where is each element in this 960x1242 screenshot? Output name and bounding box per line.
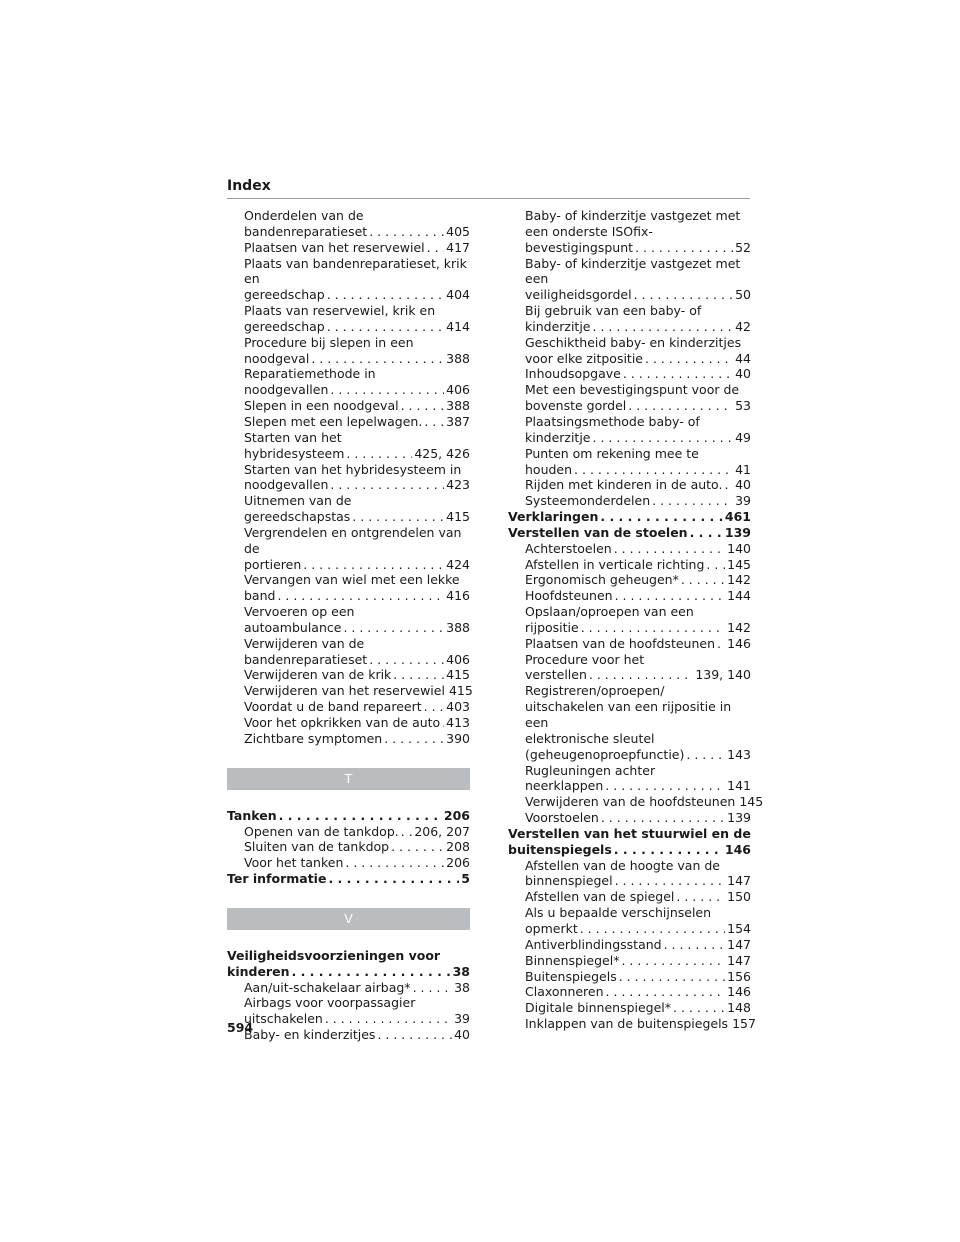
- index-entry-text: (geheugenoproepfunctie): [525, 746, 685, 762]
- index-entry-text: Achterstoelen: [525, 540, 612, 556]
- index-entry-page: 157: [732, 1016, 756, 1032]
- dot-leader: [330, 382, 444, 398]
- dot-leader: [645, 351, 733, 367]
- dot-leader: [581, 620, 725, 636]
- index-entry-text: Voor het opkrikken van de auto: [244, 715, 441, 730]
- index-entry: [508, 303, 751, 335]
- index-entry-text: bevestigingspunt: [525, 239, 634, 255]
- index-entry-text: bandenreparatieset: [244, 651, 368, 667]
- index-entry-text: Verwijderen van het reservewiel: [244, 683, 445, 699]
- index-entry-page: 413: [446, 715, 470, 730]
- index-entry: [508, 905, 751, 937]
- index-entry-text: hybridesysteem: [244, 445, 345, 461]
- dot-leader: [676, 889, 725, 905]
- index-entry: [227, 240, 470, 256]
- index-entry-text: Afstellen in verticale richting: [525, 556, 705, 572]
- index-entry-text: Binnenspiegel*: [525, 952, 620, 968]
- index-entry: [508, 794, 764, 810]
- index-entry: [508, 541, 751, 557]
- index-entry-text: Verstellen van het stuurwiel en de: [508, 825, 751, 841]
- index-entry-text: opmerkt: [525, 920, 578, 936]
- index-entry-text: Starten van het hybridesysteem in: [244, 461, 462, 477]
- dot-leader: [345, 855, 444, 871]
- index-entry-text: Verstellen van de stoelen: [508, 524, 688, 540]
- index-entry-page: 38: [452, 963, 470, 979]
- index-entry-text: Airbags voor voorpassagier: [244, 995, 416, 1011]
- index-entry: [508, 1016, 756, 1032]
- index-entry-text: noodgevallen: [244, 382, 329, 398]
- index-entry-text: Veiligheidsvoorzieningen voor: [227, 947, 441, 963]
- index-entry: [227, 980, 470, 996]
- index-entry-text: band: [244, 588, 276, 604]
- index-entry-page: 390: [446, 730, 470, 746]
- index-entry-text: Slepen in een noodgeval: [244, 398, 399, 414]
- index-entry: [508, 414, 751, 446]
- index-entry-text: Bij gebruik van een baby- of: [525, 303, 702, 319]
- index-entry-text: Claxonneren: [525, 984, 604, 1000]
- index-entry-text: Afstellen van de hoogte van de: [525, 857, 720, 873]
- dot-leader: [291, 964, 450, 980]
- index-entry-page: 206, 207: [414, 823, 470, 839]
- index-entry-text: Geschiktheid baby- en kinderzitjes: [525, 334, 742, 350]
- index-entry: [508, 572, 751, 588]
- index-entry-text: Openen van de tankdop.: [244, 823, 399, 839]
- index-entry-text: Inklappen van de buitenspiegels: [525, 1016, 729, 1032]
- index-entry-text: bandenreparatieset: [244, 223, 368, 239]
- index-entry: [227, 335, 470, 367]
- index-group: [227, 948, 470, 1043]
- index-entry: [227, 636, 470, 668]
- index-entry-page: 40: [735, 477, 751, 493]
- index-entry-page: 415: [446, 509, 470, 525]
- index-entry-text: uitschakelen van een rijpositie in een: [525, 699, 732, 730]
- dot-leader: [391, 839, 444, 855]
- index-entry-text: Vervoeren op een: [244, 604, 355, 620]
- index-entry-page: 144: [727, 588, 751, 604]
- index-entry: [508, 683, 751, 762]
- index-entry: [227, 995, 470, 1027]
- index-entry-page: 415: [446, 667, 470, 683]
- dot-leader: [605, 778, 725, 794]
- index-entry-text: Voordat u de band repareert: [244, 699, 422, 715]
- index-entry-text: Voor het tanken: [244, 855, 344, 871]
- dot-leader: [589, 667, 693, 683]
- index-entry-page: 405: [446, 223, 470, 239]
- index-entry: [508, 477, 751, 493]
- index-entry-page: 388: [446, 398, 470, 414]
- dot-leader: [369, 652, 444, 668]
- index-entry: [227, 948, 470, 980]
- index-entry-page: 146: [727, 635, 751, 651]
- index-entry-text: noodgeval: [244, 350, 310, 366]
- index-entry-page: 424: [446, 556, 470, 572]
- index-entry-text: Verwijderen van de krik: [244, 667, 392, 683]
- index-entry-text: Plaatsingsmethode baby- of: [525, 413, 700, 429]
- dot-leader: [686, 747, 725, 763]
- dot-leader: [277, 588, 444, 604]
- index-entry-page: 156: [727, 968, 751, 984]
- index-entry: [508, 763, 751, 795]
- index-entry-text: kinderzitje: [525, 429, 591, 445]
- index-entry: [508, 889, 751, 905]
- dot-leader: [623, 366, 733, 382]
- index-entry-text: gereedschap: [244, 318, 325, 334]
- index-entry-text: houden: [525, 461, 573, 477]
- index-entry-text: verstellen: [525, 667, 587, 683]
- index-entry-page: 41: [735, 461, 751, 477]
- index-entry: [227, 208, 470, 240]
- index-entry-text: uitschakelen: [244, 1011, 323, 1027]
- index-entry: [227, 366, 470, 398]
- index-entry-page: 139: [724, 524, 751, 540]
- index-entry-page: 143: [727, 746, 751, 762]
- index-entry-text: Baby- of kinderzitje vastgezet met een: [525, 255, 741, 287]
- index-entry-text: Voorstoelen: [525, 810, 599, 826]
- index-entry-text: Ter informatie: [227, 871, 327, 887]
- index-entry: [508, 1000, 751, 1016]
- index-entry: [508, 636, 751, 652]
- dot-leader: [706, 557, 725, 573]
- dot-leader: [621, 953, 725, 969]
- index-column-left: [227, 208, 473, 1043]
- index-group: [227, 808, 470, 887]
- dot-leader: [614, 842, 723, 858]
- index-entry: [508, 208, 751, 256]
- index-entry-page: 53: [735, 398, 751, 414]
- index-entry-text: Tanken: [227, 807, 277, 823]
- index-entry-page: 388: [446, 619, 470, 635]
- dot-leader: [442, 715, 444, 731]
- index-entry-page: 139: [727, 810, 751, 826]
- index-entry: [508, 937, 751, 953]
- index-entry-text: veiligheidsgordel: [525, 287, 632, 303]
- index-column-right: [508, 208, 764, 1032]
- index-entry-text: Verwijderen van de: [244, 635, 365, 651]
- index-entry: [227, 808, 470, 824]
- index-entry: [508, 588, 751, 604]
- index-entry: [227, 824, 470, 840]
- dot-leader: [601, 810, 725, 826]
- index-entry-text: Slepen met een lepelwagen.: [244, 413, 423, 429]
- index-entry-text: Punten om rekening mee te: [525, 445, 699, 461]
- index-entry: [227, 667, 470, 683]
- index-entry: [227, 430, 470, 462]
- index-entry-page: 141: [727, 778, 751, 794]
- index-entry: [227, 1027, 470, 1043]
- dot-leader: [311, 351, 444, 367]
- index-entry-page: 150: [727, 889, 751, 905]
- dot-leader: [717, 636, 725, 652]
- index-entry-page: 404: [446, 287, 470, 303]
- index-entry-page: 406: [446, 382, 470, 398]
- index-entry-text: Ergonomisch geheugen*: [525, 572, 679, 588]
- index-entry-text: Digitale binnenspiegel*: [525, 1000, 672, 1016]
- index-entry-text: Reparatiemethode in: [244, 366, 376, 382]
- dot-leader: [401, 398, 445, 414]
- index-group: [508, 208, 764, 1032]
- index-entry-page: 52: [735, 239, 751, 255]
- index-entry-page: 147: [727, 952, 751, 968]
- dot-leader: [690, 525, 723, 541]
- index-entry-page: 148: [727, 1000, 751, 1016]
- dot-leader: [615, 588, 726, 604]
- dot-leader: [724, 477, 733, 493]
- dot-leader: [635, 240, 733, 256]
- index-entry-page: 146: [727, 984, 751, 1000]
- dot-leader: [614, 541, 725, 557]
- index-entry: [227, 493, 470, 525]
- index-entry-text: binnenspiegel: [525, 873, 613, 889]
- index-entry-text: rijpositie: [525, 619, 579, 635]
- index-entry-page: 415: [448, 683, 473, 699]
- index-entry: [227, 683, 473, 699]
- dot-leader: [328, 871, 459, 887]
- index-entry: [227, 604, 470, 636]
- index-entry-page: 388: [446, 350, 470, 366]
- dot-leader: [327, 319, 444, 335]
- letter-divider-t: T: [227, 768, 470, 790]
- index-entry-text: bovenste gordel: [525, 398, 627, 414]
- index-entry-text: Rugleuningen achter: [525, 762, 656, 778]
- index-entry-page: 40: [735, 366, 751, 382]
- dot-leader: [346, 446, 412, 462]
- index-entry-text: voor elke zitpositie: [525, 350, 643, 366]
- index-entry-text: een onderste ISOfix-: [525, 223, 653, 239]
- dot-leader: [615, 873, 726, 889]
- index-entry-page: 50: [735, 287, 751, 303]
- index-entry-text: Antiverblindingsstand: [525, 936, 662, 952]
- dot-leader: [401, 824, 413, 840]
- index-entry-page: 206: [446, 855, 470, 871]
- index-entry: [508, 984, 751, 1000]
- index-entry: [508, 969, 751, 985]
- index-group: [227, 208, 473, 747]
- index-entry-text: autoambulance: [244, 619, 342, 635]
- index-entry-page: 208: [446, 839, 470, 855]
- index-entry: [227, 839, 470, 855]
- index-entry: [227, 525, 470, 573]
- index-entry-text: Plaats van reservewiel, krik en: [244, 303, 436, 319]
- dot-leader: [681, 572, 725, 588]
- index-entry-text: Onderdelen van de: [244, 208, 364, 223]
- dot-leader: [593, 430, 734, 446]
- page-number: 594: [227, 1020, 254, 1035]
- dot-leader: [673, 1000, 725, 1016]
- index-entry-text: Inhoudsopgave: [525, 366, 621, 382]
- index-entry-text: Uitnemen van de: [244, 493, 352, 509]
- index-entry: [508, 858, 751, 890]
- dot-leader: [384, 731, 444, 747]
- index-entry-page: 146: [724, 841, 751, 857]
- index-entry-text: kinderzitje: [525, 318, 591, 334]
- dot-leader: [580, 921, 725, 937]
- dot-leader: [634, 287, 734, 303]
- index-entry-text: noodgevallen: [244, 477, 329, 493]
- index-entry-text: Sluiten van de tankdop: [244, 839, 390, 855]
- index-entry: [508, 446, 751, 478]
- index-entry: [508, 810, 751, 826]
- index-entry: [508, 652, 751, 684]
- index-entry-text: kinderen: [227, 963, 290, 979]
- dot-leader: [325, 1011, 452, 1027]
- index-entry: [508, 557, 751, 573]
- index-entry-text: buitenspiegels: [508, 841, 612, 857]
- index-entry-text: Vervangen van wiel met een lekke: [244, 572, 460, 588]
- index-entry-text: Procedure bij slepen in een: [244, 334, 414, 350]
- dot-leader: [279, 808, 442, 824]
- index-entry-page: 414: [446, 318, 470, 334]
- index-entry-page: 206: [443, 807, 470, 823]
- dot-leader: [377, 1027, 452, 1043]
- index-entry-text: Buitenspiegels: [525, 968, 617, 984]
- index-entry-text: Als u bepaalde verschijnselen: [525, 905, 712, 921]
- index-entry: [508, 826, 751, 858]
- index-entry-text: elektronische sleutel: [525, 730, 655, 746]
- dot-leader: [343, 620, 444, 636]
- dot-leader: [330, 477, 444, 493]
- dot-leader: [424, 414, 444, 430]
- index-entry-page: 417: [446, 239, 470, 255]
- dot-leader: [393, 667, 444, 683]
- index-entry-text: Afstellen van de spiegel: [525, 889, 675, 905]
- index-entry-page: 44: [735, 350, 751, 366]
- index-entry-page: 39: [454, 1011, 470, 1027]
- index-entry-page: 142: [727, 572, 751, 588]
- index-entry: [227, 256, 470, 304]
- index-entry-page: 39: [735, 493, 751, 509]
- index-entry-text: Plaatsen van de hoofdsteunen: [525, 635, 715, 651]
- dot-leader: [652, 493, 733, 509]
- index-entry-text: Met een bevestigingspunt voor de: [525, 382, 740, 398]
- index-entry-text: Baby- of kinderzitje vastgezet met: [525, 208, 741, 223]
- index-entry-page: 461: [724, 509, 751, 525]
- dot-leader: [664, 937, 726, 953]
- index-entry-page: 42: [735, 318, 751, 334]
- dot-leader: [427, 240, 445, 256]
- index-entry: [508, 366, 751, 382]
- letter-divider-v: V: [227, 908, 470, 930]
- index-entry: [227, 572, 470, 604]
- dot-leader: [424, 699, 445, 715]
- index-entry: [227, 462, 470, 494]
- index-entry-page: 423: [446, 477, 470, 493]
- index-entry: [508, 335, 751, 367]
- page-header-title: Index: [227, 178, 271, 194]
- dot-leader: [574, 462, 733, 478]
- index-entry-text: Systeemonderdelen: [525, 493, 651, 509]
- index-entry-text: Verklaringen: [508, 509, 599, 525]
- dot-leader: [606, 984, 726, 1000]
- index-entry: [227, 414, 470, 430]
- dot-leader: [413, 980, 453, 996]
- index-entry: [227, 715, 470, 731]
- index-entry-page: 5: [461, 871, 470, 887]
- index-entry-page: 40: [454, 1027, 470, 1043]
- index-entry-page: 147: [727, 873, 751, 889]
- index-entry-page: 406: [446, 651, 470, 667]
- index-entry-text: neerklappen: [525, 778, 604, 794]
- index-entry-text: portieren: [244, 556, 302, 572]
- index-entry-text: Rijden met kinderen in de auto.: [525, 477, 723, 493]
- index-entry-text: Plaatsen van het reservewiel: [244, 239, 425, 255]
- index-entry: [227, 303, 470, 335]
- index-entry-text: Hoofdsteunen: [525, 588, 613, 604]
- index-entry-text: Opslaan/oproepen van een: [525, 604, 694, 620]
- index-entry-text: Zichtbare symptomen: [244, 730, 383, 746]
- dot-leader: [600, 509, 723, 525]
- index-entry-page: 147: [727, 936, 751, 952]
- dot-leader: [619, 969, 725, 985]
- index-entry-text: Procedure voor het: [525, 651, 645, 667]
- dot-leader: [593, 319, 734, 335]
- dot-leader: [628, 398, 733, 414]
- header-divider: [227, 198, 750, 199]
- index-entry-page: 139, 140: [695, 667, 751, 683]
- index-entry: [508, 382, 751, 414]
- index-entry-page: 142: [727, 619, 751, 635]
- index-entry: [508, 525, 751, 541]
- dot-leader: [369, 224, 444, 240]
- index-entry-text: Vergrendelen en ontgrendelen van de: [244, 524, 462, 556]
- index-entry-page: 154: [727, 920, 751, 936]
- index-entry-page: 425, 426: [414, 445, 470, 461]
- dot-leader: [327, 287, 444, 303]
- index-entry-text: Registreren/oproepen/: [525, 683, 665, 699]
- index-entry-text: Starten van het: [244, 429, 342, 445]
- index-entry-page: 38: [454, 979, 470, 995]
- index-entry: [227, 731, 470, 747]
- index-entry: [227, 398, 470, 414]
- index-entry-page: 49: [735, 429, 751, 445]
- index-entry: [508, 604, 751, 636]
- index-entry-page: 403: [446, 699, 470, 715]
- index-entry: [227, 699, 470, 715]
- index-entry-text: Aan/uit-schakelaar airbag*: [244, 979, 411, 995]
- index-entry-text: Baby- en kinderzitjes: [244, 1027, 376, 1043]
- index-entry: [508, 493, 751, 509]
- index-entry: [227, 871, 470, 887]
- index-entry-text: gereedschapstas: [244, 509, 351, 525]
- index-entry-page: 387: [446, 413, 470, 429]
- index-entry-page: 140: [727, 540, 751, 556]
- index-entry: [508, 256, 751, 304]
- dot-leader: [352, 509, 444, 525]
- index-entry: [508, 953, 751, 969]
- index-entry: [227, 855, 470, 871]
- index-entry-text: Plaats van bandenreparatieset, krik en: [244, 255, 467, 287]
- index-entry-text: gereedschap: [244, 287, 325, 303]
- index-entry-page: 416: [446, 588, 470, 604]
- index-entry: [508, 509, 751, 525]
- index-entry-text: Verwijderen van de hoofdsteunen: [525, 794, 736, 810]
- index-entry-page: 145: [727, 556, 751, 572]
- index-entry-page: 145: [739, 794, 764, 810]
- dot-leader: [303, 557, 444, 573]
